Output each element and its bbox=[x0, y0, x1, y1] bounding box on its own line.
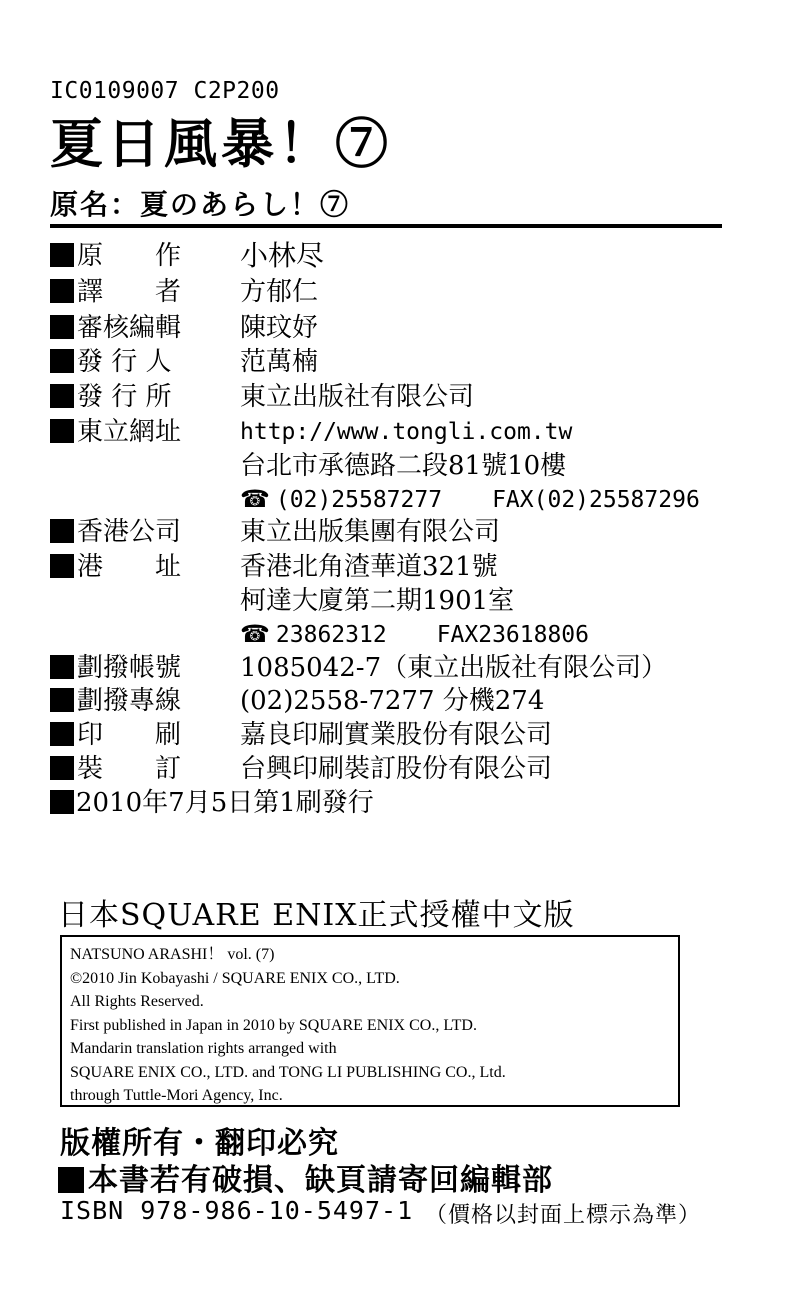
damage-notice-line bbox=[58, 1155, 553, 1199]
bullet-square bbox=[50, 419, 74, 443]
tw-address: 台北市承德路二段81號10樓 bbox=[240, 451, 567, 481]
product-code: IC0109007 C2P200 bbox=[50, 78, 280, 104]
copyright-line: SQUARE ENIX CO., LTD. and TONG LI PUBLISHING CO., Ltd. bbox=[70, 1063, 506, 1081]
hk-address-line1: 香港北角渣華道321號 bbox=[240, 552, 498, 582]
bullet-square bbox=[50, 790, 74, 814]
bullet-square bbox=[50, 315, 74, 339]
bullet-square bbox=[50, 756, 74, 780]
copyright-line: NATSUNO ARASHI！ vol. (7) bbox=[70, 946, 275, 963]
bullet-square bbox=[50, 688, 74, 712]
author-value: 小林尽 bbox=[240, 239, 325, 272]
copyright-line: Mandarin translation rights arranged with bbox=[70, 1040, 337, 1057]
price-note: （價格以封面上標示為準） bbox=[425, 1203, 702, 1228]
publisher-value: 范萬楠 bbox=[240, 347, 319, 377]
postal-line-value: (02)2558-7277 分機274 bbox=[240, 686, 545, 716]
copyright-line: ©2010 Jin Kobayashi / SQUARE ENIX CO., LTD. bbox=[70, 969, 400, 987]
bullet-square bbox=[50, 655, 74, 679]
credit-row-translator: 譯 者 bbox=[50, 275, 181, 309]
credit-row-postal-account: 劃撥帳號 bbox=[50, 651, 181, 685]
credit-row-hk-address: 港 址 bbox=[50, 550, 181, 584]
credit-row-binding: 裝 訂 bbox=[50, 752, 181, 786]
printer-value: 嘉良印刷實業股份有限公司 bbox=[240, 720, 553, 750]
publishing-house-value: 東立出版社有限公司 bbox=[240, 382, 475, 412]
credit-row-hk-company: 香港公司 bbox=[50, 515, 181, 549]
credit-row-website: 東立網址 bbox=[50, 415, 181, 449]
original-title: 原名：夏のあらし！⑦ bbox=[50, 188, 351, 221]
bullet-square bbox=[50, 279, 74, 303]
edition-line bbox=[50, 786, 374, 820]
bullet-square bbox=[50, 519, 74, 543]
tw-phone: (02)25587277 bbox=[275, 487, 443, 513]
hk-fax: FAX23618806 bbox=[436, 622, 590, 648]
isbn: ISBN 978-986-10-5497-1 bbox=[60, 1196, 414, 1225]
telephone-icon: ☎ bbox=[240, 620, 270, 648]
tw-fax: FAX(02)25587296 bbox=[492, 487, 700, 513]
credit-row-editor: 審核編輯 bbox=[50, 311, 181, 345]
bullet-square bbox=[58, 1167, 84, 1193]
hk-address-line2: 柯達大廈第二期1901室 bbox=[240, 586, 515, 616]
credit-row-postal-line: 劃撥專線 bbox=[50, 684, 181, 718]
copyright-line: All Rights Reserved. bbox=[70, 993, 204, 1010]
copyright-box bbox=[60, 935, 680, 1107]
binding-value: 台興印刷裝訂股份有限公司 bbox=[240, 754, 553, 784]
license-notice: 日本SQUARE ENIX正式授權中文版 bbox=[58, 898, 575, 933]
hk-phone: 23862312 bbox=[275, 622, 387, 648]
rights-reserved: 版權所有・翻印必究 bbox=[60, 1126, 339, 1161]
damage-notice: 本書若有破損、缺頁請寄回編輯部 bbox=[88, 1163, 553, 1198]
credit-row-printer: 印 刷 bbox=[50, 718, 181, 752]
hk-contact-line bbox=[240, 617, 589, 652]
bullet-square bbox=[50, 349, 74, 373]
credit-row-publisher: 發 行 人 bbox=[50, 345, 172, 379]
postal-account-value: 1085042-7（東立出版社有限公司） bbox=[240, 653, 668, 683]
credit-row-author: 原 作 bbox=[50, 239, 181, 273]
bullet-square bbox=[50, 722, 74, 746]
translator-value: 方郁仁 bbox=[240, 277, 319, 307]
telephone-icon: ☎ bbox=[240, 485, 270, 513]
title-divider bbox=[50, 224, 722, 228]
edition-date: 2010年7月5日第1刷發行 bbox=[76, 788, 374, 818]
editor-value: 陳玟妤 bbox=[240, 313, 319, 343]
bullet-square bbox=[50, 384, 74, 408]
website-link[interactable]: http://www.tongli.com.tw bbox=[240, 419, 573, 445]
bullet-square bbox=[50, 554, 74, 578]
copyright-line: through Tuttle-Mori Agency, Inc. bbox=[70, 1087, 283, 1104]
copyright-line: First published in Japan in 2010 by SQUARE ENIX CO., LTD. bbox=[70, 1016, 477, 1034]
credit-row-publishing-house: 發 行 所 bbox=[50, 380, 172, 414]
book-title: 夏日風暴！⑦ bbox=[50, 113, 392, 175]
tw-contact-line bbox=[240, 482, 700, 517]
bullet-square bbox=[50, 243, 74, 267]
hk-company-value: 東立出版集團有限公司 bbox=[240, 517, 501, 547]
